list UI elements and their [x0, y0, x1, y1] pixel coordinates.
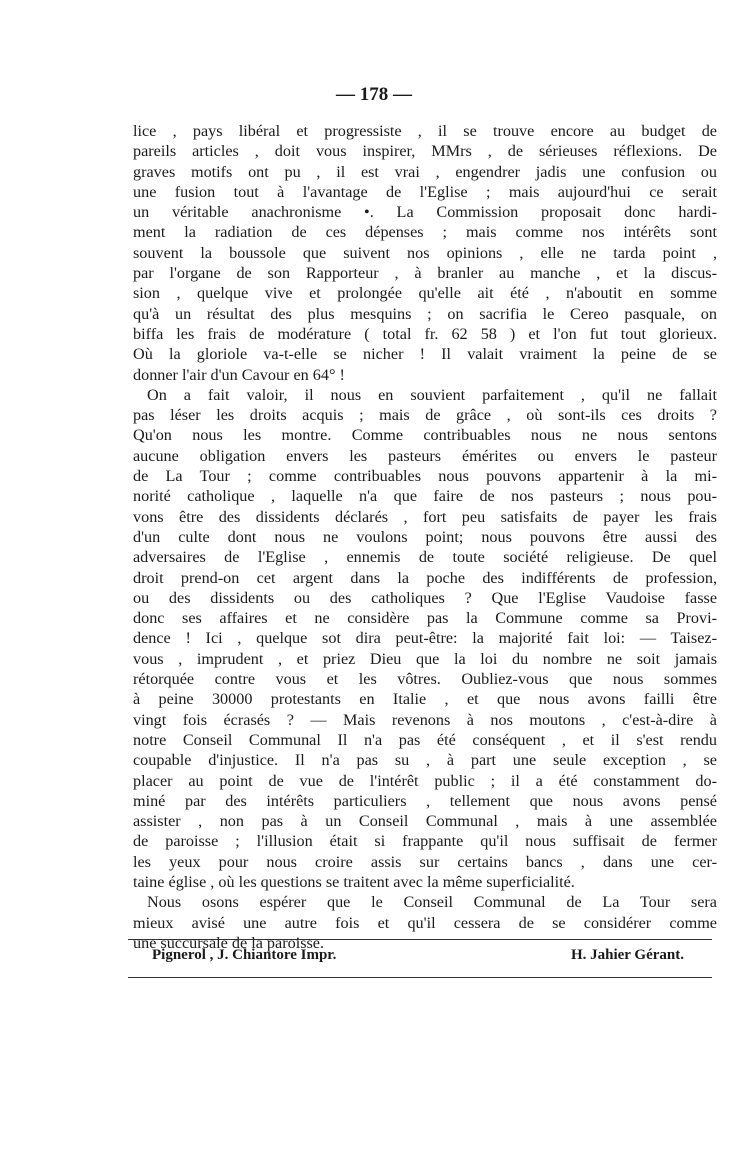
text-line: droit prend-on cet argent dans la poche des indifférents de profession,: [133, 568, 717, 587]
manager-credit: H. Jahier Gérant.: [570, 947, 684, 963]
text-line: placer au point de vue de l'intérêt public ; il a été constamment do-: [133, 771, 717, 790]
text-line: graves motifs ont pu , il est vrai , engendrer jadis une confusion ou: [133, 162, 717, 181]
text-line: lice , pays libéral et progressiste , il se trouve encore au budget de: [133, 122, 717, 140]
printer-credit: Pignerol , J. Chiantore Impr.: [152, 947, 337, 963]
text-line: notre Conseil Communal Il n'a pas été conséquent , et il s'est rendu: [133, 730, 717, 749]
text-line: de La Tour ; comme contribuables nous pouvons appartenir à la mi-: [133, 467, 717, 486]
text-line: Où la gloriole va-t-elle se nicher ! Il valait vraiment la peine de se: [133, 345, 717, 364]
text-line: un véritable anachronisme •. La Commission proposait donc hardi-: [133, 203, 717, 222]
text-line: adversaires de l'Eglise , ennemis de toute société religieuse. De quel: [133, 548, 717, 567]
text-line: donner l'air d'un Cavour en 64° !: [133, 365, 345, 384]
text-line: qu'à un résultat des plus mesquins ; on sacrifia le Cereo pasquale, on: [133, 304, 717, 323]
text-line: pas léser les droits acquis ; mais de grâce , où sont-ils ces droits ?: [133, 406, 717, 425]
body-text: [133, 121, 717, 953]
text-line: de paroisse ; l'illusion était si frappante qu'il nous suffisait de fermer: [133, 832, 717, 851]
text-line: une fusion tout à l'avantage de l'Eglise ; mais aujourd'hui ce serait: [133, 182, 717, 201]
text-line: taine église , où les questions se traitent avec la même superficialité.: [133, 872, 575, 891]
text-line: à peine 30000 protestants en Italie , et que nous avons failli être: [133, 690, 717, 709]
text-line: mieux avisé une autre fois et qu'il cessera de se considérer comme: [133, 913, 717, 932]
page-number: — 178 —: [336, 84, 412, 105]
footer-rule-top: [128, 939, 712, 940]
text-line: par l'organe de son Rapporteur , à branler au manche , et la discus-: [133, 264, 717, 283]
text-line: ment la radiation de ces dépenses ; mais comme nos intérêts sont: [133, 223, 717, 242]
colophon: [152, 947, 684, 964]
text-line: sion , quelque vive et prolongée qu'elle ait été , n'aboutit en somme: [133, 284, 717, 303]
text-line: norité catholique , laquelle n'a que faire de nos pasteurs ; nous pou-: [133, 487, 717, 506]
text-line: assister , non pas à un Conseil Communal , mais à une assemblée: [133, 812, 717, 831]
text-line: Nous osons espérer que le Conseil Communal de La Tour sera: [147, 893, 717, 912]
text-line: biffa les frais de modérature ( total fr. 62 58 ) et l'on fut tout glorieux.: [133, 324, 717, 343]
text-line: miné par des intérêts particuliers , tellement que nous avons pensé: [133, 791, 717, 810]
footer-rule-bottom: [128, 977, 712, 978]
text-line: pareils articles , doit vous inspirer, MMrs , de sérieuses réflexions. De: [133, 142, 717, 161]
text-line: ou des dissidents ou des catholiques ? Que l'Eglise Vaudoise fasse: [133, 588, 717, 607]
text-line: vons être des dissidents déclarés , fort peu satisfaits de payer les frais: [133, 507, 717, 526]
text-line: vingt fois écrasés ? — Mais revenons à nos moutons , c'est-à-dire à: [133, 710, 717, 729]
text-line: On a fait valoir, il nous en souvient parfaitement , qu'il ne fallait: [147, 385, 717, 404]
text-line: dence ! Ici , quelque sot dira peut-être: la majorité fait loi: — Taisez-: [133, 629, 717, 648]
text-line: rétorquée contre vous et les vôtres. Oubliez-vous que nous sommes: [133, 670, 717, 689]
text-line: vous , imprudent , et priez Dieu que la loi du nombre ne soit jamais: [133, 649, 717, 668]
text-line: aucune obligation envers les pasteurs émérites ou envers le pasteur: [133, 446, 717, 465]
text-line: Qu'on nous les montre. Comme contribuables nous ne nous sentons: [133, 426, 717, 445]
text-line: donc ses affaires et ne considère pas la Commune comme sa Provi-: [133, 609, 717, 628]
text-line: coupable d'injustice. Il n'a pas su , à part une seule exception , se: [133, 751, 717, 770]
text-line: les yeux pour nous croire assis sur certains bancs , dans une cer-: [133, 852, 717, 871]
text-line: d'un culte dont nous ne voulons point; nous pouvons être aussi des: [133, 527, 717, 546]
text-line: une succursale de la paroisse.: [133, 933, 325, 952]
text-line: souvent la boussole que suivent nos opinions , elle ne tarda point ,: [133, 243, 717, 262]
